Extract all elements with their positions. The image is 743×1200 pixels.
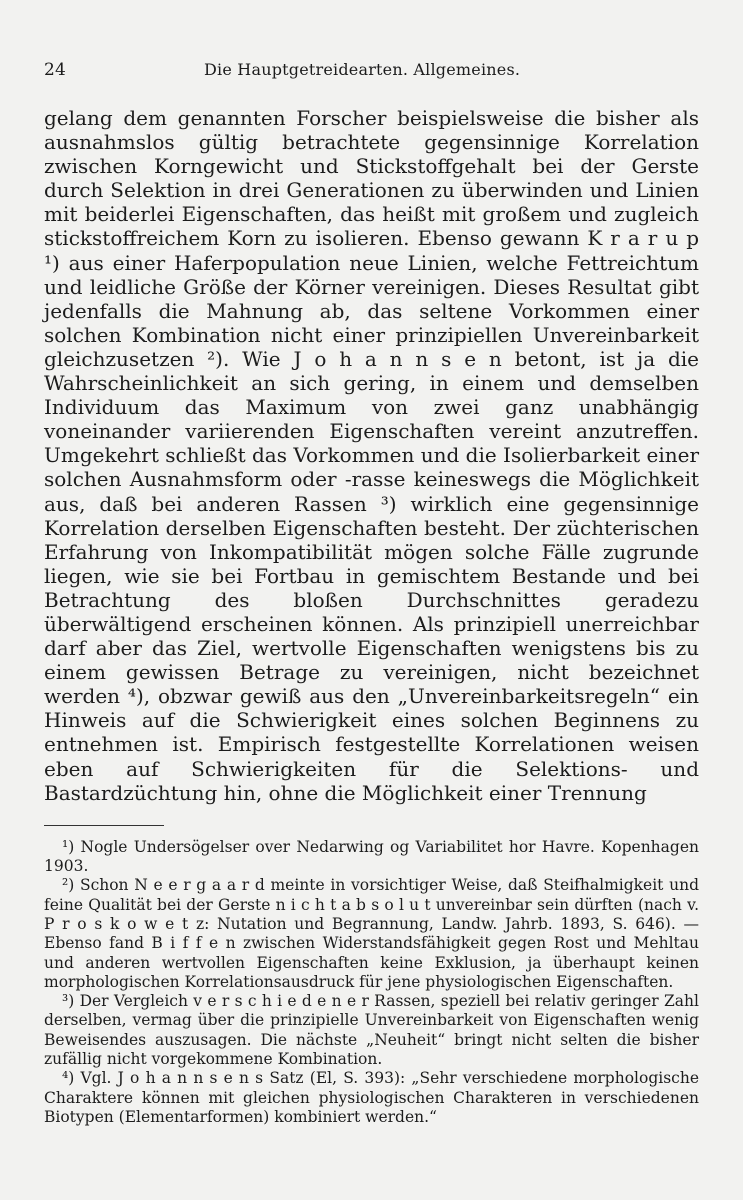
- footnote-2: ²) Schon N e e r g a a r d meinte in vorsichtiger Weise, daß Steifhalmigkeit und feine Qualität bei der Gerste n i c h t a b s o l u t unvereinbar sein dürften (nach v. P r o s k o w e t z: Nutation und Begrannung, Landw. Jahrb. 1893, S. 646). — Ebenso fand B i f f e n zwischen Widerstandsfähigkeit gegen Rost und Mehltau und anderen wertvollen Eigenschaften keine Exklusion, ja überhaupt keinen morphologischen Korrelationsausdruck für jene physiologischen Eigenschaften.: [44, 876, 699, 991]
- footnote-1: ¹) Nogle Undersögelser over Nedarwing og Variabilitet hor Havre. Kopenhagen 1903.: [44, 837, 699, 876]
- footnote-4: ⁴) Vgl. J o h a n n s e n s Satz (El, S. 393): „Sehr verschiedene morphologische Charaktere können mit gleichen physiologischen Charakteren in verschiedenen Biotypen (Elementarformen) kombiniert werden.“: [44, 1069, 699, 1126]
- footnote-3: ³) Der Vergleich v e r s c h i e d e n e r Rassen, speziell bei relativ geringer Zahl derselben, vermag über die prinzipielle Unvereinbarkeit von Eigenschaften wenig Beweisendes auszusagen. Die nächste „Neuheit“ bringt nicht selten die bisher zufällig nicht vorgekommene Kombination.: [44, 992, 699, 1068]
- running-head: Die Hauptgetreidearten. Allgemeines.: [204, 60, 521, 79]
- footnotes: [44, 838, 699, 1127]
- page-number: 24: [44, 60, 67, 80]
- footnote-divider: [44, 825, 164, 826]
- page-header: [44, 60, 699, 90]
- body-paragraph: gelang dem genannten Forscher beispielsweise die bisher als ausnahmslos gültig betrachtete gegensinnige Korrelation zwischen Korngewicht und Stickstoffgehalt bei der Gerste durch Selektion in drei Generationen zu überwinden und Linien mit beiderlei Eigenschaften, das heißt mit großem und zugleich stickstoffreichem Korn zu isolieren. Ebenso gewann K r a r u p ¹) aus einer Haferpopulation neue Linien, welche Fettreichtum und leidliche Größe der Körner vereinigen. Dieses Resultat gibt jedenfalls die Mahnung ab, das seltene Vorkommen einer solchen Kombination nicht einer prinzipiellen Unvereinbarkeit gleichzusetzen ²). Wie J o h a n n s e n betont, ist ja die Wahrscheinlichkeit an sich gering, in einem und demselben Individuum das Maximum von zwei ganz unabhängig voneinander variierenden Eigenschaften vereint anzutreffen. Umgekehrt schließt das Vorkommen und die Isolierbarkeit einer solchen Ausnahmsform oder -rasse keineswegs die Möglichkeit aus, daß bei anderen Rassen ³) wirklich eine gegensinnige Korrelation derselben Eigenschaften besteht. Der züchterischen Erfahrung von Inkompatibilität mögen solche Fälle zugrunde liegen, wie sie bei Fortbau in gemischtem Bestande und bei Betrachtung des bloßen Durchschnittes geradezu überwältigend erscheinen können. Als prinzipiell unerreichbar darf aber das Ziel, wertvolle Eigenschaften wenigstens bis zu einem gewissen Betrage zu vereinigen, nicht bezeichnet werden ⁴), obzwar gewiß aus den „Unvereinbarkeitsregeln“ ein Hinweis auf die Schwierigkeit eines solchen Beginnens zu entnehmen ist. Empirisch festgestellte Korrelationen weisen eben auf Schwierigkeiten für die Selektions- und Bastardzüchtung hin, ohne die Möglichkeit einer Trennung: [44, 106, 699, 805]
